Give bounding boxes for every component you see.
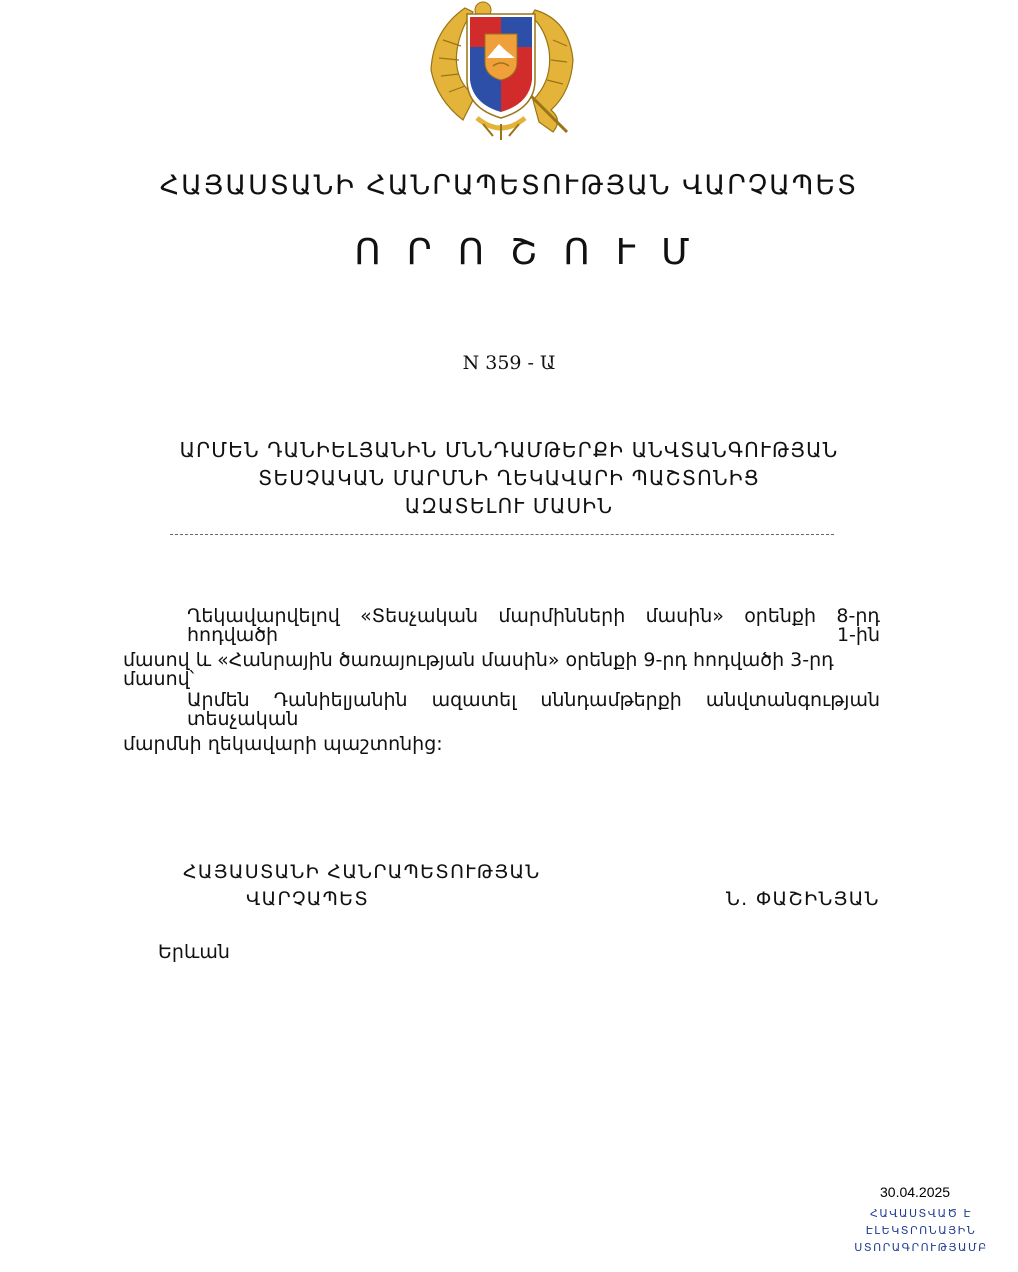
document-type-title: ՈՐՈՇՈՒՄ [354,232,716,273]
document-number: N 359 - Ա [462,352,556,374]
subject-line: ԱԶԱՏԵԼՈՒ ՄԱՍԻՆ [404,494,614,518]
stamp-date: 30.04.2025 [880,1184,951,1200]
e-signature-stamp-line: ՍՏՈՐԱԳՐՈՒԹՅԱՄԲ [854,1241,988,1254]
subject-line: ԱՐՄԵՆ ԴԱՆԻԵԼՅԱՆԻՆ ՄՆՆԴԱՄԹԵՐՔԻ ԱՆՎՏԱՆԳՈՒԹՅԱՆ [179,438,839,462]
place-of-issue: Երևան [158,941,230,963]
e-signature-stamp-line: ԷԼԵԿՏՐՈՆԱՅԻՆ [865,1224,977,1237]
subject-line: ՏԵՍՉԱԿԱՆ ՄԱՐՄՆԻ ՂԵԿԱՎԱՐԻ ՊԱՇՏՈՆԻՑ [258,466,760,490]
issuer-title: ՀԱՅԱՍՏԱՆԻ ՀԱՆՐԱՊԵՏՈՒԹՅԱՆ ՎԱՐՉԱՊԵՏ [159,170,859,201]
coat-of-arms-icon [413,0,588,142]
signatory-organization: ՀԱՅԱՍՏԱՆԻ ՀԱՆՐԱՊԵՏՈՒԹՅԱՆ [183,861,541,883]
body-paragraph-line: մարմնի ղեկավարի պաշտոնից: [123,733,443,755]
signatory-role: ՎԱՐՉԱՊԵՏ [246,888,370,910]
e-signature-stamp-line: ՀԱՎԱՍՏՎԱԾ Է [869,1207,973,1220]
body-paragraph-line: մասով և «Հանրային ծառայության մասին» օրենքի 9-րդ հոդվածի 3-րդ մասով՝ [123,649,834,690]
signatory-name: Ն. ՓԱՇԻՆՅԱՆ [726,888,880,910]
divider [170,534,834,535]
body-paragraph-line: Ղեկավարվելով «Տեսչական մարմինների մասին» օրենքի 8-րդ հոդվածի 1-ին [187,605,880,646]
body-paragraph-line: Արմեն Դանիելյանին ազատել սննդամթերքի անվտանգության տեսչական [187,689,880,730]
